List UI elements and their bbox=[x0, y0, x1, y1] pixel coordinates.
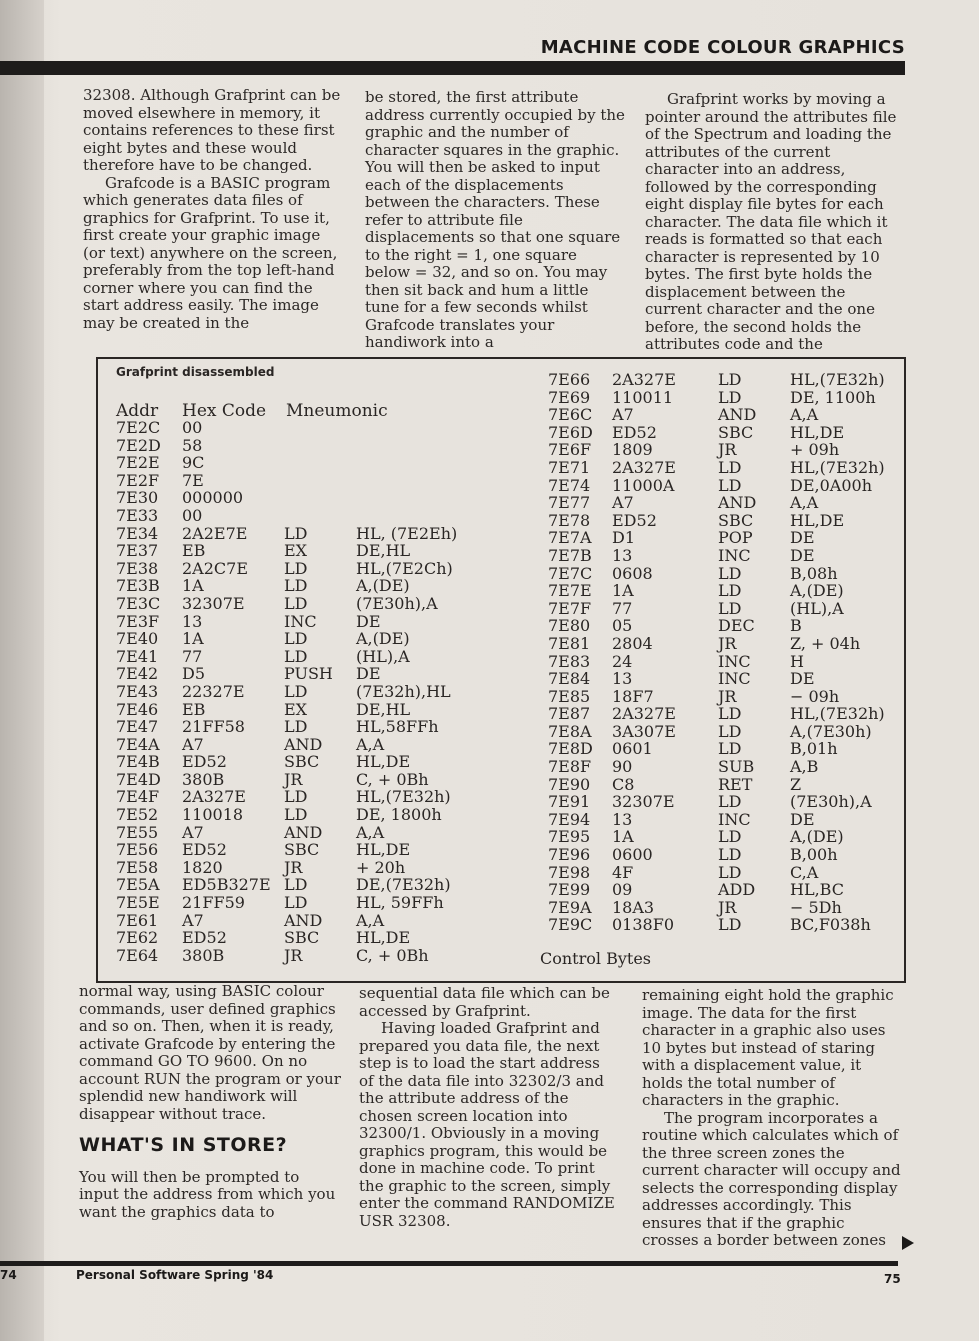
cell-mnemonic: LD bbox=[284, 576, 308, 596]
cell-address: 7E4B bbox=[116, 752, 160, 772]
cell-address: 7E33 bbox=[116, 505, 159, 525]
cell-hex-code: ED52 bbox=[182, 840, 227, 860]
body-paragraph: Grafprint works by moving a pointer around the attributes file of the Spectrum and loading the attributes of the current character into an address, followed by the corresponding eight display file bytes for each character. The data file which it reads is formatted so that each character is represented by 10 bytes. The first byte holds the displacement between the current character and the one before, the second holds the attributes code and the bbox=[645, 90, 897, 353]
cell-mnemonic: AND bbox=[284, 822, 323, 842]
continue-arrow-icon bbox=[902, 1236, 914, 1250]
cell-address: 7E78 bbox=[548, 510, 591, 530]
cell-hex-code: ED5B327E bbox=[182, 875, 271, 895]
header-mnemonic: Mneumonic bbox=[286, 401, 388, 421]
cell-address: 7E83 bbox=[548, 651, 591, 671]
cell-address: 7E87 bbox=[548, 704, 591, 724]
listing-title: Grafprint disassembled bbox=[116, 365, 275, 379]
cell-address: 7E7C bbox=[548, 563, 593, 583]
cell-operands: DE,(7E32h) bbox=[356, 875, 451, 895]
page-number: 75 bbox=[884, 1272, 901, 1286]
column-2-bottom bbox=[359, 985, 619, 1230]
cell-operands: HL,DE bbox=[356, 928, 411, 948]
column-3-top bbox=[645, 91, 905, 354]
cell-address: 7E52 bbox=[116, 805, 159, 825]
cell-mnemonic: SBC bbox=[284, 928, 320, 948]
publication-name: Personal Software Spring '84 bbox=[76, 1268, 274, 1282]
body-paragraph: 32308. Although Grafprint can be moved elsewhere in memory, it contains references to these first eight bytes and these would therefore have to be changed. bbox=[83, 86, 341, 174]
cell-operands: − 09h bbox=[790, 686, 840, 706]
cell-hex-code: 58 bbox=[182, 435, 203, 455]
cell-mnemonic: JR bbox=[284, 945, 303, 965]
cell-mnemonic: LD bbox=[284, 805, 308, 825]
cell-operands: HL,DE bbox=[356, 752, 411, 772]
cell-address: 7E58 bbox=[116, 857, 159, 877]
cell-operands: HL,DE bbox=[790, 422, 845, 442]
cell-mnemonic: LD bbox=[718, 370, 742, 389]
cell-hex-code: 3A307E bbox=[612, 721, 676, 741]
cell-operands: H bbox=[790, 651, 804, 671]
cell-hex-code: 380B bbox=[182, 945, 225, 965]
cell-hex-code: D1 bbox=[612, 528, 636, 548]
cell-address: 7E71 bbox=[548, 457, 591, 477]
body-paragraph: Having loaded Grafprint and prepared you data file, the next step is to load the start address of the data file into 32302/3 and the attribute address of the chosen screen location into 32300/1. Obviously in a moving graphics program, this would be done in machine code. To print the graphic to the screen, simply enter the command RANDOMIZE USR 32308. bbox=[359, 1019, 615, 1230]
cell-operands: A,(DE) bbox=[356, 629, 410, 649]
body-paragraph: normal way, using BASIC colour commands, user defined graphics and so on. Then, when it is ready, activate Grafcode by entering the command GO TO 9600. On no account RUN the program or your splendid new handiwork will disappear without trace. bbox=[79, 982, 341, 1123]
cell-operands: A,A bbox=[790, 493, 819, 513]
facing-page-number: 74 bbox=[0, 1268, 17, 1282]
cell-operands: HL,(7E2Ch) bbox=[356, 558, 453, 578]
body-paragraph: be stored, the first attribute address currently occupied by the graphic and the number of character squares in the graphic. You will then be asked to input each of the displacements between the characters. These refer to attribute file displacements so that one square to the right = 1, one square below = 32, and so on. You may then sit back and hum a little tune for a few seconds whilst Grafcode translates your handiwork into a bbox=[365, 88, 625, 351]
cell-mnemonic: LD bbox=[718, 563, 742, 583]
cell-operands: DE,HL bbox=[356, 541, 411, 561]
cell-hex-code: 21FF59 bbox=[182, 893, 245, 913]
cell-hex-code: 1A bbox=[182, 576, 204, 596]
cell-hex-code: 2A2E7E bbox=[182, 523, 248, 543]
cell-mnemonic: SBC bbox=[284, 752, 320, 772]
section-heading: WHAT'S IN STORE? bbox=[79, 1134, 288, 1156]
cell-hex-code: 2A2C7E bbox=[182, 558, 249, 578]
body-paragraph: You will then be prompted to input the address from which you want the graphics data to bbox=[79, 1167, 336, 1221]
cell-hex-code: A7 bbox=[182, 734, 204, 754]
cell-mnemonic: LD bbox=[718, 475, 742, 495]
cell-address: 7E9A bbox=[548, 897, 592, 917]
cell-mnemonic: AND bbox=[284, 734, 323, 754]
cell-address: 7E43 bbox=[116, 681, 159, 701]
column-3-bottom bbox=[642, 987, 902, 1250]
cell-address: 7E55 bbox=[116, 822, 159, 842]
column-1-bottom bbox=[79, 983, 341, 1221]
cell-hex-code: 11000A bbox=[612, 475, 675, 495]
cell-mnemonic: AND bbox=[284, 910, 323, 930]
cell-hex-code: 2A327E bbox=[612, 704, 676, 724]
cell-address: 7E56 bbox=[116, 840, 159, 860]
cell-hex-code: 2A327E bbox=[612, 457, 676, 477]
cell-hex-code: 90 bbox=[612, 757, 633, 777]
cell-hex-code: 1809 bbox=[612, 440, 653, 460]
cell-mnemonic: LD bbox=[718, 862, 742, 882]
cell-mnemonic: LD bbox=[284, 875, 308, 895]
cell-operands: HL,(7E32h) bbox=[790, 704, 885, 724]
cell-mnemonic: EX bbox=[284, 541, 308, 561]
cell-address: 7E3F bbox=[116, 611, 160, 631]
cell-mnemonic: AND bbox=[718, 405, 757, 425]
cell-address: 7E34 bbox=[116, 523, 159, 543]
cell-operands: B,00h bbox=[790, 845, 838, 865]
cell-hex-code: 22327E bbox=[182, 681, 245, 701]
cell-hex-code: 13 bbox=[612, 809, 633, 829]
cell-operands: HL,DE bbox=[356, 840, 411, 860]
body-paragraph: Grafcode is a BASIC program which generates data files of graphics for Grafprint. To use it, first create your graphic image (or text) anywhere on the screen, preferably from the top left-hand corner where you can find the start address easily. The image may be created in the bbox=[83, 173, 338, 332]
cell-mnemonic: LD bbox=[718, 915, 742, 935]
cell-operands: (HL),A bbox=[356, 646, 410, 666]
cell-mnemonic: JR bbox=[284, 857, 303, 877]
cell-hex-code: 13 bbox=[182, 611, 203, 631]
cell-hex-code: 18A3 bbox=[612, 897, 655, 917]
cell-operands: DE bbox=[790, 545, 815, 565]
cell-hex-code: 000000 bbox=[182, 488, 244, 508]
cell-address: 7E98 bbox=[548, 862, 591, 882]
cell-hex-code: 1820 bbox=[182, 857, 223, 877]
cell-address: 7E77 bbox=[548, 493, 591, 513]
header-rule bbox=[0, 61, 905, 75]
page-spine-shadow bbox=[0, 0, 44, 1341]
cell-operands: (HL),A bbox=[790, 598, 844, 618]
cell-mnemonic: JR bbox=[718, 440, 737, 460]
cell-address: 7E94 bbox=[548, 809, 591, 829]
cell-hex-code: A7 bbox=[612, 493, 634, 513]
cell-address: 7E30 bbox=[116, 488, 159, 508]
cell-operands: A,A bbox=[356, 910, 385, 930]
cell-operands: + 20h bbox=[356, 857, 406, 877]
cell-mnemonic: LD bbox=[718, 827, 742, 847]
cell-mnemonic: LD bbox=[284, 523, 308, 543]
cell-address: 7E6D bbox=[548, 422, 593, 442]
cell-address: 7E5A bbox=[116, 875, 160, 895]
cell-address: 7E46 bbox=[116, 699, 159, 719]
cell-mnemonic: LD bbox=[718, 739, 742, 759]
cell-mnemonic: EX bbox=[284, 699, 308, 719]
cell-hex-code: 00 bbox=[182, 505, 203, 525]
cell-mnemonic: LD bbox=[284, 646, 308, 666]
cell-address: 7E40 bbox=[116, 629, 159, 649]
cell-address: 7E7E bbox=[548, 581, 592, 601]
cell-hex-code: C8 bbox=[612, 774, 635, 794]
cell-hex-code: A7 bbox=[182, 910, 204, 930]
cell-mnemonic: LD bbox=[718, 792, 742, 812]
control-bytes-note: Control Bytes bbox=[540, 949, 651, 968]
cell-hex-code: ED52 bbox=[182, 928, 227, 948]
cell-address: 7E81 bbox=[548, 633, 591, 653]
cell-operands: HL,(7E32h) bbox=[356, 787, 451, 807]
cell-address: 7E3B bbox=[116, 576, 160, 596]
cell-hex-code: EB bbox=[182, 541, 206, 561]
cell-mnemonic: INC bbox=[718, 545, 751, 565]
cell-operands: DE, 1100h bbox=[790, 387, 876, 407]
cell-mnemonic: LD bbox=[284, 787, 308, 807]
cell-operands: (7E30h),A bbox=[356, 593, 438, 613]
cell-mnemonic: LD bbox=[284, 681, 308, 701]
cell-address: 7E99 bbox=[548, 880, 591, 900]
cell-address: 7E5E bbox=[116, 893, 160, 913]
cell-address: 7E7A bbox=[548, 528, 592, 548]
cell-hex-code: 21FF58 bbox=[182, 717, 245, 737]
cell-hex-code: ED52 bbox=[612, 510, 657, 530]
header-hex-code: Hex Code bbox=[182, 401, 267, 421]
cell-hex-code: 18F7 bbox=[612, 686, 654, 706]
cell-address: 7E69 bbox=[548, 387, 591, 407]
body-paragraph: The program incorporates a routine which calculates which of the three screen zones the current character will occupy and selects the corresponding display addresses accordingly. This ensures that if the graphic crosses a border between zones bbox=[642, 1108, 901, 1249]
cell-operands: C, + 0Bh bbox=[356, 945, 429, 965]
body-paragraph: sequential data file which can be accessed by Grafprint. bbox=[359, 984, 610, 1020]
cell-address: 7E84 bbox=[548, 669, 591, 689]
cell-address: 7E85 bbox=[548, 686, 591, 706]
cell-address: 7E41 bbox=[116, 646, 159, 666]
cell-hex-code: 0138F0 bbox=[612, 915, 674, 935]
cell-address: 7E6F bbox=[548, 440, 592, 460]
cell-hex-code: 110011 bbox=[612, 387, 674, 407]
cell-operands: A,A bbox=[356, 822, 385, 842]
cell-operands: BC,F038h bbox=[790, 915, 871, 935]
cell-operands: (7E30h),A bbox=[790, 792, 872, 812]
cell-mnemonic: JR bbox=[284, 769, 303, 789]
cell-mnemonic: JR bbox=[718, 633, 737, 653]
cell-address: 7E96 bbox=[548, 845, 591, 865]
cell-operands: C,A bbox=[790, 862, 819, 882]
cell-operands: A,(DE) bbox=[790, 581, 844, 601]
cell-address: 7E91 bbox=[548, 792, 591, 812]
cell-hex-code: 9C bbox=[182, 453, 205, 473]
body-paragraph: remaining eight hold the graphic image. The data for the first character in a graphic also uses 10 bytes but instead of staring with a displacement value, it holds the total number of characters in the graphic. bbox=[642, 986, 894, 1109]
header-addr: Addr bbox=[116, 401, 159, 421]
cell-mnemonic: INC bbox=[284, 611, 317, 631]
cell-hex-code: 09 bbox=[612, 880, 633, 900]
cell-address: 7E2E bbox=[116, 453, 160, 473]
cell-mnemonic: INC bbox=[718, 669, 751, 689]
cell-operands: A,A bbox=[356, 734, 385, 754]
cell-hex-code: 1A bbox=[612, 827, 634, 847]
cell-address: 7E90 bbox=[548, 774, 591, 794]
cell-address: 7E64 bbox=[116, 945, 159, 965]
cell-hex-code: 4F bbox=[612, 862, 634, 882]
cell-hex-code: EB bbox=[182, 699, 206, 719]
cell-hex-code: 2804 bbox=[612, 633, 653, 653]
cell-hex-code: 2A327E bbox=[612, 370, 676, 389]
cell-hex-code: A7 bbox=[182, 822, 204, 842]
cell-hex-code: 380B bbox=[182, 769, 225, 789]
cell-address: 7E3C bbox=[116, 593, 161, 613]
cell-mnemonic: DEC bbox=[718, 616, 755, 636]
cell-address: 7E2D bbox=[116, 435, 161, 455]
cell-mnemonic: SUB bbox=[718, 757, 755, 777]
cell-mnemonic: LD bbox=[284, 717, 308, 737]
cell-operands: DE bbox=[356, 664, 381, 684]
cell-operands: HL,DE bbox=[790, 510, 845, 530]
cell-hex-code: 32307E bbox=[612, 792, 675, 812]
cell-mnemonic: JR bbox=[718, 897, 737, 917]
cell-operands: HL, (7E2Eh) bbox=[356, 523, 458, 543]
cell-operands: DE bbox=[790, 809, 815, 829]
cell-operands: Z bbox=[790, 774, 802, 794]
cell-mnemonic: SBC bbox=[718, 510, 754, 530]
cell-hex-code: 32307E bbox=[182, 593, 245, 613]
cell-address: 7E4F bbox=[116, 787, 160, 807]
cell-address: 7E4A bbox=[116, 734, 160, 754]
cell-hex-code: 0601 bbox=[612, 739, 653, 759]
cell-mnemonic: ADD bbox=[718, 880, 756, 900]
cell-address: 7E8A bbox=[548, 721, 592, 741]
cell-mnemonic: RET bbox=[718, 774, 753, 794]
cell-hex-code: 1A bbox=[612, 581, 634, 601]
cell-operands: DE bbox=[790, 528, 815, 548]
cell-address: 7E7F bbox=[548, 598, 592, 618]
cell-address: 7E6C bbox=[548, 405, 593, 425]
cell-hex-code: 1A bbox=[182, 629, 204, 649]
cell-hex-code: D5 bbox=[182, 664, 206, 684]
cell-address: 7E61 bbox=[116, 910, 159, 930]
cell-mnemonic: LD bbox=[718, 598, 742, 618]
cell-hex-code: 13 bbox=[612, 545, 633, 565]
cell-hex-code: 0608 bbox=[612, 563, 653, 583]
cell-hex-code: ED52 bbox=[182, 752, 227, 772]
cell-mnemonic: LD bbox=[284, 558, 308, 578]
cell-address: 7E80 bbox=[548, 616, 591, 636]
cell-hex-code: 7E bbox=[182, 470, 204, 490]
cell-operands: DE, 1800h bbox=[356, 805, 442, 825]
cell-operands: A,(7E30h) bbox=[790, 721, 872, 741]
cell-operands: DE,HL bbox=[356, 699, 411, 719]
cell-hex-code: 77 bbox=[612, 598, 633, 618]
cell-hex-code: 0600 bbox=[612, 845, 653, 865]
cell-hex-code: 05 bbox=[612, 616, 633, 636]
cell-address: 7E2F bbox=[116, 470, 160, 490]
cell-address: 7E74 bbox=[548, 475, 591, 495]
cell-operands: A,(DE) bbox=[790, 827, 844, 847]
cell-mnemonic: LD bbox=[718, 387, 742, 407]
cell-address: 7E4D bbox=[116, 769, 161, 789]
disassembly-listing-box bbox=[96, 357, 906, 983]
cell-operands: DE bbox=[356, 611, 381, 631]
cell-mnemonic: LD bbox=[718, 845, 742, 865]
cell-operands: DE bbox=[790, 669, 815, 689]
cell-mnemonic: PUSH bbox=[284, 664, 333, 684]
footer-rule bbox=[0, 1261, 898, 1266]
cell-address: 7E8F bbox=[548, 757, 592, 777]
cell-address: 7E95 bbox=[548, 827, 591, 847]
cell-mnemonic: LD bbox=[718, 581, 742, 601]
cell-address: 7E2C bbox=[116, 418, 161, 437]
cell-address: 7E66 bbox=[548, 370, 591, 389]
cell-hex-code: 00 bbox=[182, 418, 203, 437]
column-2-top bbox=[365, 89, 625, 352]
cell-operands: − 5Dh bbox=[790, 897, 842, 917]
cell-operands: DE,0A00h bbox=[790, 475, 872, 495]
cell-hex-code: ED52 bbox=[612, 422, 657, 442]
cell-mnemonic: JR bbox=[718, 686, 737, 706]
cell-mnemonic: LD bbox=[718, 704, 742, 724]
cell-mnemonic: INC bbox=[718, 651, 751, 671]
cell-operands: C, + 0Bh bbox=[356, 769, 429, 789]
cell-hex-code: 110018 bbox=[182, 805, 244, 825]
cell-hex-code: 13 bbox=[612, 669, 633, 689]
cell-address: 7E7B bbox=[548, 545, 592, 565]
cell-operands: A,A bbox=[790, 405, 819, 425]
cell-operands: B,01h bbox=[790, 739, 838, 759]
cell-hex-code: 24 bbox=[612, 651, 633, 671]
cell-mnemonic: LD bbox=[718, 721, 742, 741]
cell-hex-code: 2A327E bbox=[182, 787, 246, 807]
cell-operands: HL, 59FFh bbox=[356, 893, 444, 913]
cell-operands: HL,(7E32h) bbox=[790, 370, 885, 389]
cell-mnemonic: LD bbox=[284, 893, 308, 913]
cell-mnemonic: LD bbox=[284, 629, 308, 649]
cell-operands: B,08h bbox=[790, 563, 838, 583]
cell-operands: Z, + 04h bbox=[790, 633, 861, 653]
cell-address: 7E42 bbox=[116, 664, 159, 684]
cell-mnemonic: POP bbox=[718, 528, 753, 548]
cell-hex-code: 77 bbox=[182, 646, 203, 666]
running-header-title: MACHINE CODE COLOUR GRAPHICS bbox=[540, 37, 905, 58]
cell-mnemonic: AND bbox=[718, 493, 757, 513]
cell-operands: A,B bbox=[790, 757, 819, 777]
cell-address: 7E62 bbox=[116, 928, 159, 948]
cell-address: 7E8D bbox=[548, 739, 593, 759]
cell-mnemonic: LD bbox=[718, 457, 742, 477]
cell-address: 7E47 bbox=[116, 717, 159, 737]
cell-mnemonic: SBC bbox=[284, 840, 320, 860]
cell-operands: (7E32h),HL bbox=[356, 681, 451, 701]
cell-hex-code: A7 bbox=[612, 405, 634, 425]
cell-address: 7E9C bbox=[548, 915, 593, 935]
cell-operands: A,(DE) bbox=[356, 576, 410, 596]
cell-operands: + 09h bbox=[790, 440, 840, 460]
cell-operands: B bbox=[790, 616, 802, 636]
column-1-top bbox=[83, 87, 345, 332]
cell-mnemonic: INC bbox=[718, 809, 751, 829]
cell-operands: HL,(7E32h) bbox=[790, 457, 885, 477]
cell-mnemonic: SBC bbox=[718, 422, 754, 442]
cell-operands: HL,BC bbox=[790, 880, 844, 900]
cell-address: 7E38 bbox=[116, 558, 159, 578]
cell-operands: HL,58FFh bbox=[356, 717, 439, 737]
cell-address: 7E37 bbox=[116, 541, 159, 561]
cell-mnemonic: LD bbox=[284, 593, 308, 613]
